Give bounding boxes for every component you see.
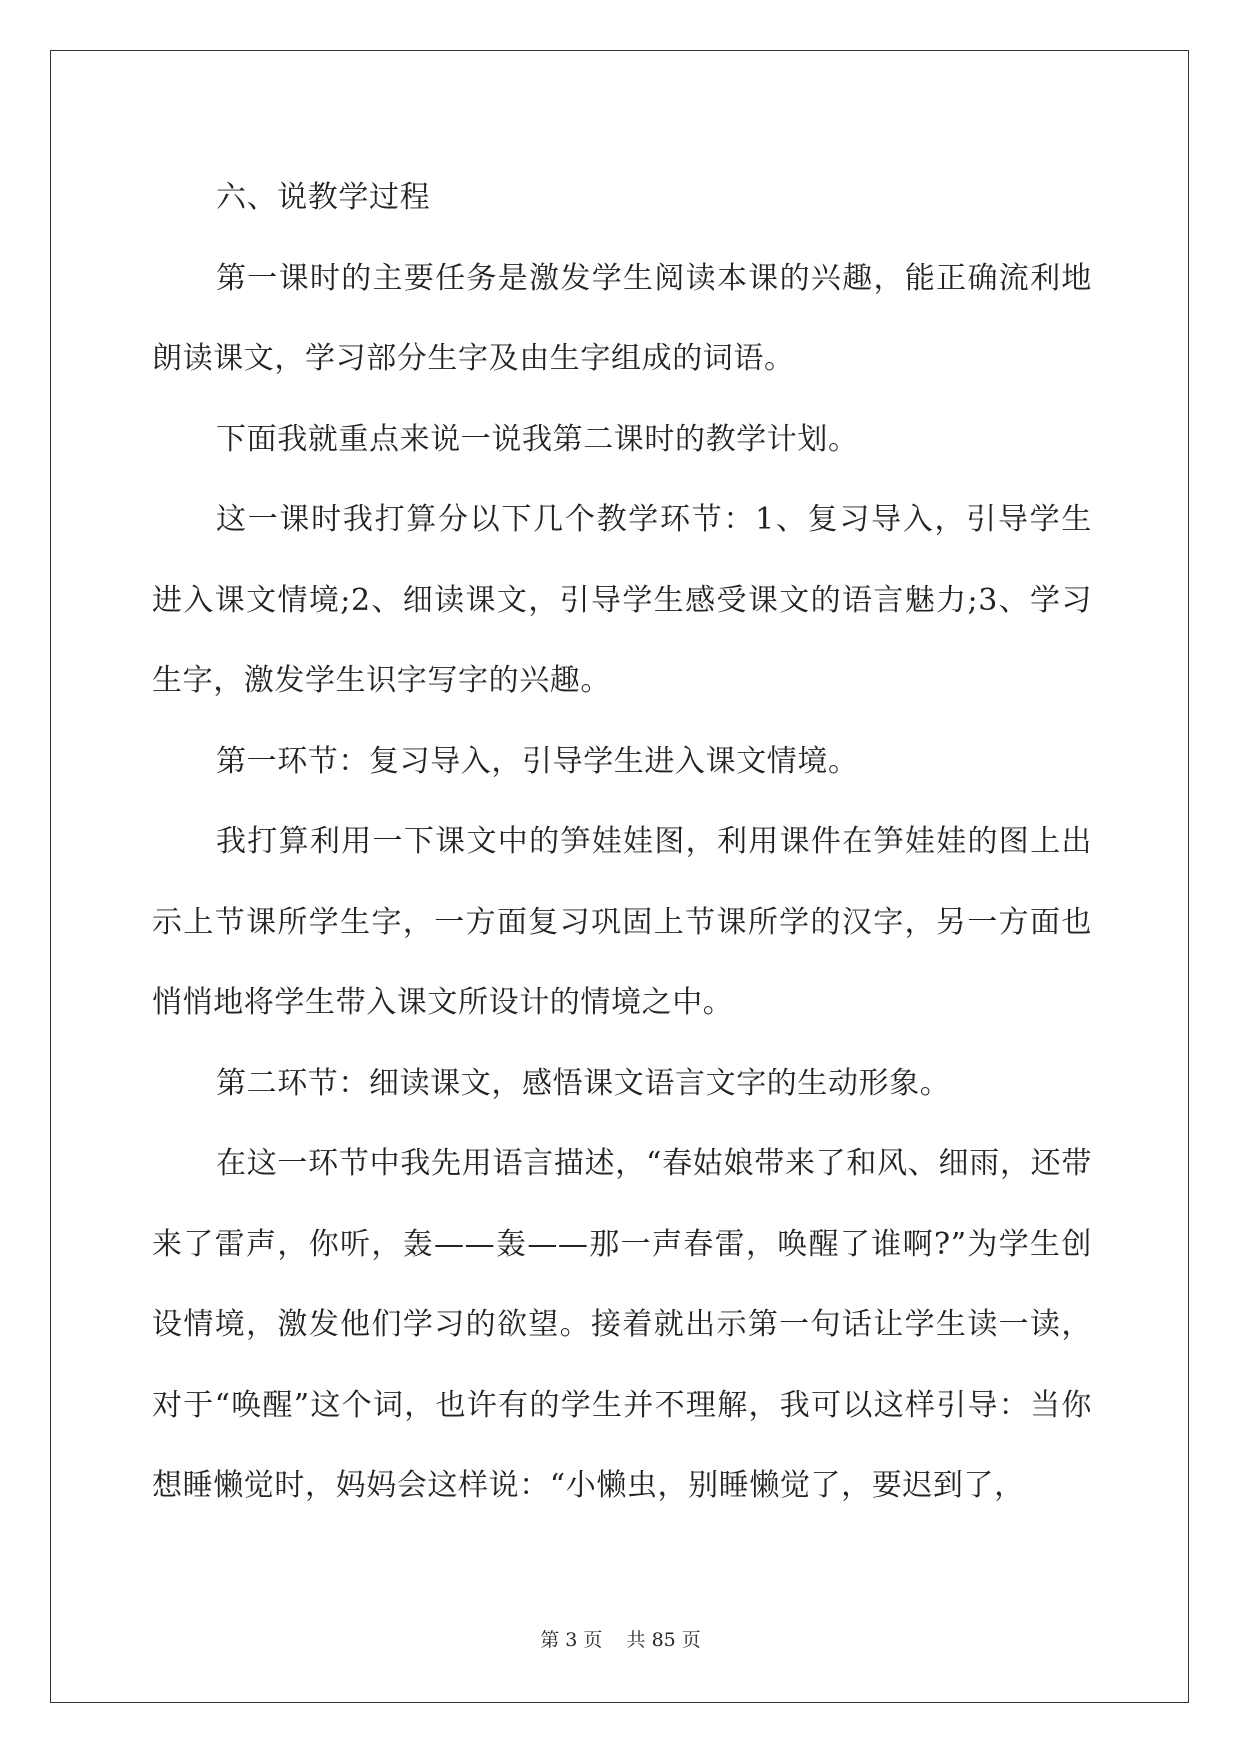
- paragraph: 第二环节：细读课文，感悟课文语言文字的生动形象。: [216, 1065, 951, 1101]
- page-footer: [0, 1625, 1241, 1652]
- paragraph: 在这一环节中我先用语言描述，“春姑娘带来了和风、细雨，还带来了雷声，你听，轰——轰——那一声春雷，唤醒了谁啊?”为学生创设情境，激发他们学习的欲望。接着就出示第一句话让学生读一读，对于“唤醒”这个词，也许有的学生并不理解，我可以这样引导：当你想睡懒觉时，妈妈会这样说：“小懒虫，别睡懒觉了，要迟到了，: [152, 1146, 1092, 1503]
- paragraph: 第一环节：复习导入，引导学生进入课文情境。: [216, 743, 859, 779]
- page-number: 第 3 页 共 85 页: [540, 1629, 701, 1651]
- paragraph: 下面我就重点来说一说我第二课时的教学计划。: [216, 421, 859, 457]
- section-heading: 六、说教学过程: [216, 180, 431, 215]
- paragraph: 我打算利用一下课文中的笋娃娃图，利用课件在笋娃娃的图上出示上节课所学生字，一方面复习巩固上节课所学的汉字，另一方面也悄悄地将学生带入课文所设计的情境之中。: [152, 824, 1092, 1020]
- document-body: [152, 158, 1092, 1527]
- paragraph: 第一课时的主要任务是激发学生阅读本课的兴趣，能正确流利地朗读课文，学习部分生字及由生字组成的词语。: [152, 260, 1092, 376]
- paragraph: 这一课时我打算分以下几个教学环节：1、复习导入，引导学生进入课文情境;2、细读课文，引导学生感受课文的语言魅力;3、学习生字，激发学生识字写字的兴趣。: [152, 502, 1092, 698]
